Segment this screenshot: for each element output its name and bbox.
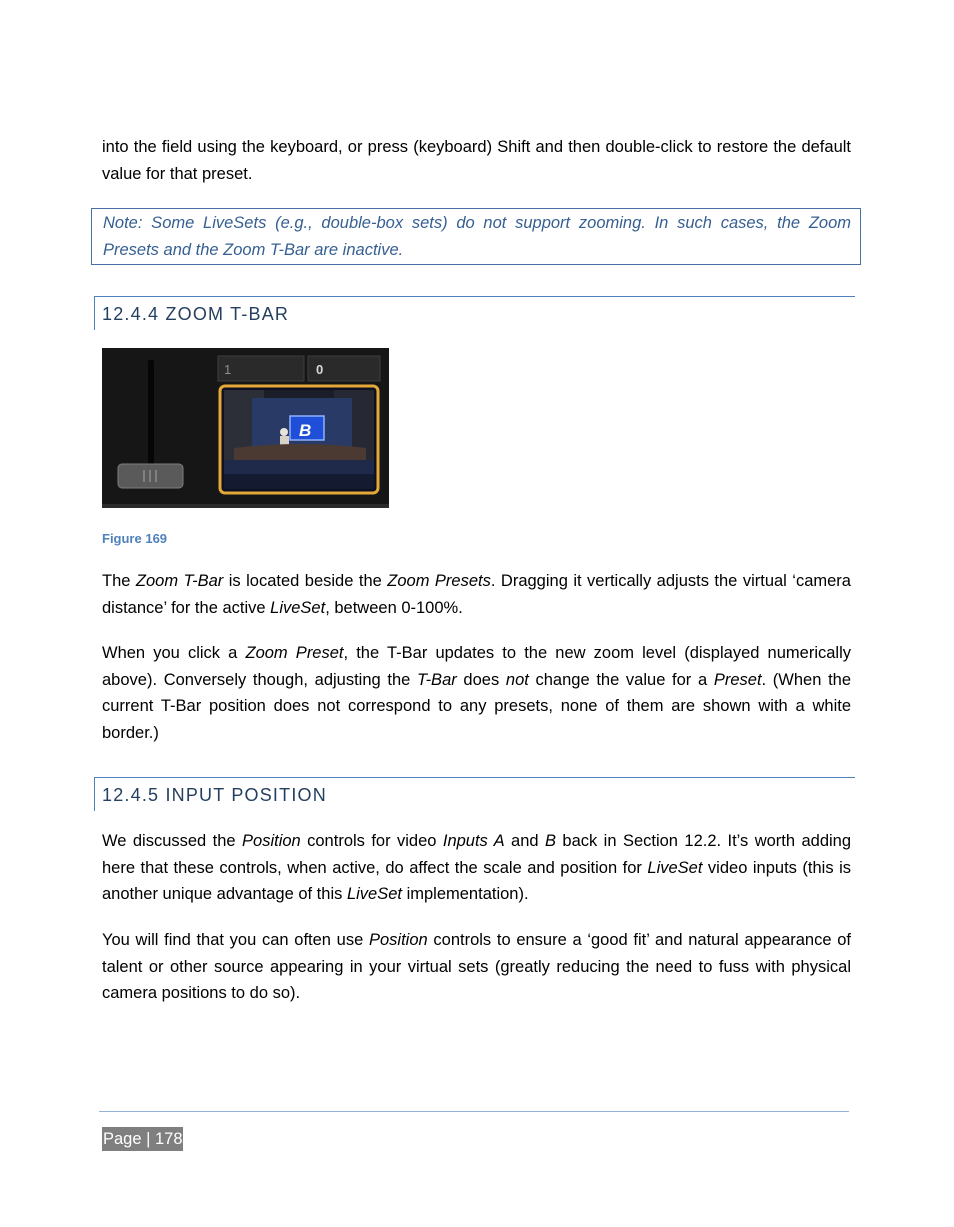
- paragraph-text: into the field using the keyboard, or press (keyboard) Shift and then double-click to restore the default value for that preset.: [102, 138, 851, 183]
- emphasis: Position: [368, 931, 428, 949]
- text-run: video inputs (this is another unique advantage of this: [102, 858, 851, 904]
- text-run: is located beside the: [223, 572, 388, 590]
- heading-text: 12.4.5 INPUT POSITION: [102, 785, 327, 805]
- text-run: back in Section 12.2. It’s worth adding here that these controls, when active, do affect the scale and position for: [102, 832, 852, 877]
- text-run: , between 0-100%.: [325, 598, 463, 617]
- text-run: You will find that you can often use: [102, 931, 369, 949]
- footer-divider: [99, 1111, 849, 1112]
- figure-zoom-t-bar: [102, 348, 389, 508]
- note-text: Note: Some LiveSets (e.g., double-box sets) do not support zooming. In such cases, the Zoom Presets and the Zoom T-Bar are inactive.: [103, 214, 851, 259]
- section-heading-zoom-t-bar: [94, 296, 855, 330]
- emphasis: LiveSet: [346, 885, 402, 904]
- text-run: , the T-Bar updates to the new zoom level (displayed numerically above). Conversely though, adjusting the: [102, 644, 851, 689]
- heading-text: 12.4.4 ZOOM T-BAR: [102, 304, 290, 324]
- text-run: controls for video: [300, 832, 443, 850]
- emphasis: T-Bar: [417, 670, 457, 689]
- paragraph-zoom-t-bar-1: [102, 568, 851, 621]
- page-number: Page | 178: [102, 1127, 183, 1151]
- figure-zoom-t-bar-image: [102, 348, 389, 508]
- emphasis: LiveSet: [270, 598, 326, 617]
- emphasis: Position: [242, 832, 301, 850]
- paragraph-intro: [102, 134, 851, 187]
- emphasis: Zoom Preset: [245, 644, 344, 662]
- zoom-field-1-value: 1: [224, 362, 232, 377]
- paragraph-input-position-1: [102, 828, 851, 908]
- paragraph-zoom-t-bar-2: [102, 640, 851, 746]
- text-run: . (When the current T-Bar position does not correspond to any presets, none of them are shown with a white border.): [102, 670, 852, 742]
- paragraph-input-position-2: [102, 927, 851, 1007]
- text-run: does: [456, 670, 506, 689]
- text-run: The: [102, 572, 136, 590]
- text-run: implementation).: [402, 885, 529, 904]
- emphasis: Zoom Presets: [387, 572, 491, 590]
- emphasis: Preset: [713, 670, 762, 689]
- emphasis: Inputs A: [442, 832, 505, 850]
- text-run: controls to ensure a ‘good fit’ and natural appearance of talent or other source appearing in your virtual sets (greatly reducing the need to fuss with physical camera positions to do so).: [102, 931, 851, 1003]
- text-run: and: [504, 832, 545, 850]
- figure-caption: Figure 169: [102, 531, 168, 546]
- text-run: change the value for a: [528, 670, 714, 689]
- emphasis: B: [544, 832, 556, 850]
- zoom-field-2-value: 0: [316, 362, 324, 377]
- section-heading-input-position: [94, 777, 855, 811]
- emphasis: not: [505, 670, 529, 689]
- text-run: . Dragging it vertically adjusts the virtual ‘camera distance’ for the active: [102, 572, 851, 617]
- preset-letter: B: [299, 421, 312, 440]
- text-run: When you click a: [102, 644, 246, 662]
- note-box: [91, 208, 861, 265]
- emphasis: LiveSet: [647, 858, 703, 877]
- emphasis: Zoom T-Bar: [135, 572, 224, 590]
- text-run: We discussed the: [102, 832, 243, 850]
